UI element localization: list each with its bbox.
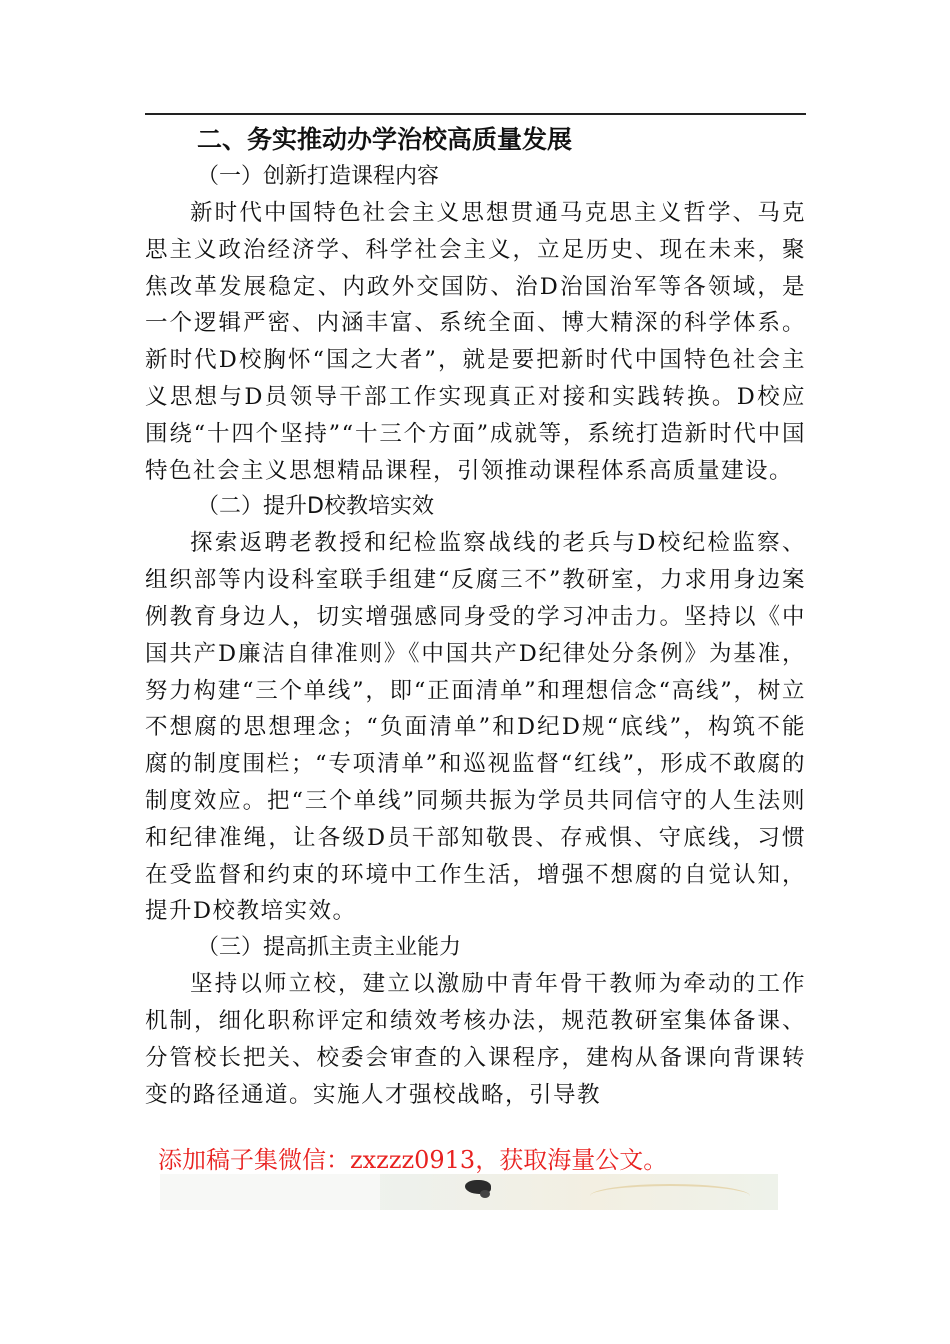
banner-image [160, 1174, 778, 1210]
paragraph-1: 新时代中国特色社会主义思想贯通马克思主义哲学、马克思主义政治经济学、科学社会主义，立足历史、现在未来，聚焦改革发展稳定、内政外交国防、治D治国治军等各领域，是一个逻辑严密、内涵丰富、系统全面、博大精深的科学体系。新时代D校胸怀“国之大者”，就是要把新时代中国特色社会主义思想与D员领导干部工作实现真正对接和实践转换。D校应围绕“十四个坚持”“十三个方面”成就等，系统打造新时代中国特色社会主义思想精品课程，引领推动课程体系高质量建设。 [145, 200, 806, 484]
decorative-stroke [590, 1184, 750, 1208]
header-rule [145, 113, 806, 115]
paragraph-2: 探索返聘老教授和纪检监察战线的老兵与D校纪检监察、组织部等内设科室联手组建“反腐三不”教研室，力求用身边案例教育身边人，切实增强感同身受的学习冲击力。坚持以《中国共产D廉洁自律准则》《中国共产D纪律处分条例》为基准，努力构建“三个单线”，即“正面清单”和理想信念“高线”，树立不想腐的思想理念；“负面清单”和D纪D规“底线”，构筑不能腐的制度围栏；“专项清单”和巡视监督“红线”，形成不敢腐的制度效应。把“三个单线”同频共振为学员共同信守的人生法则和纪律准绳，让各级D员干部知敬畏、存戒惧、守底线，习惯在受监督和约束的环境中工作生活，增强不想腐的自觉认知，提升D校教培实效。 [145, 530, 806, 925]
document-body [145, 121, 806, 1113]
subsection-title-1: （一）创新打造课程内容 [197, 164, 440, 189]
banner-image-panel [160, 1174, 380, 1210]
ink-drop-icon [480, 1190, 490, 1198]
footer-banner: 添加稿子集微信：zxzzz0913，获取海量公文。 [158, 1146, 668, 1174]
subsection-title-2: （二）提升D校教培实效 [197, 494, 434, 520]
paragraph-3: 坚持以师立校，建立以激励中青年骨干教师为牵动的工作机制，细化职称评定和绩效考核办法，规范教研室集体备课、分管校长把关、校委会审查的入课程序，建构从备课向背课转变的路径通道。实施人才强校战略，引导教 [145, 971, 806, 1108]
subsection-title-3: （三）提高抓主责主业能力 [197, 935, 462, 961]
section-title: 二、务实推动办学治校高质量发展 [197, 125, 573, 154]
